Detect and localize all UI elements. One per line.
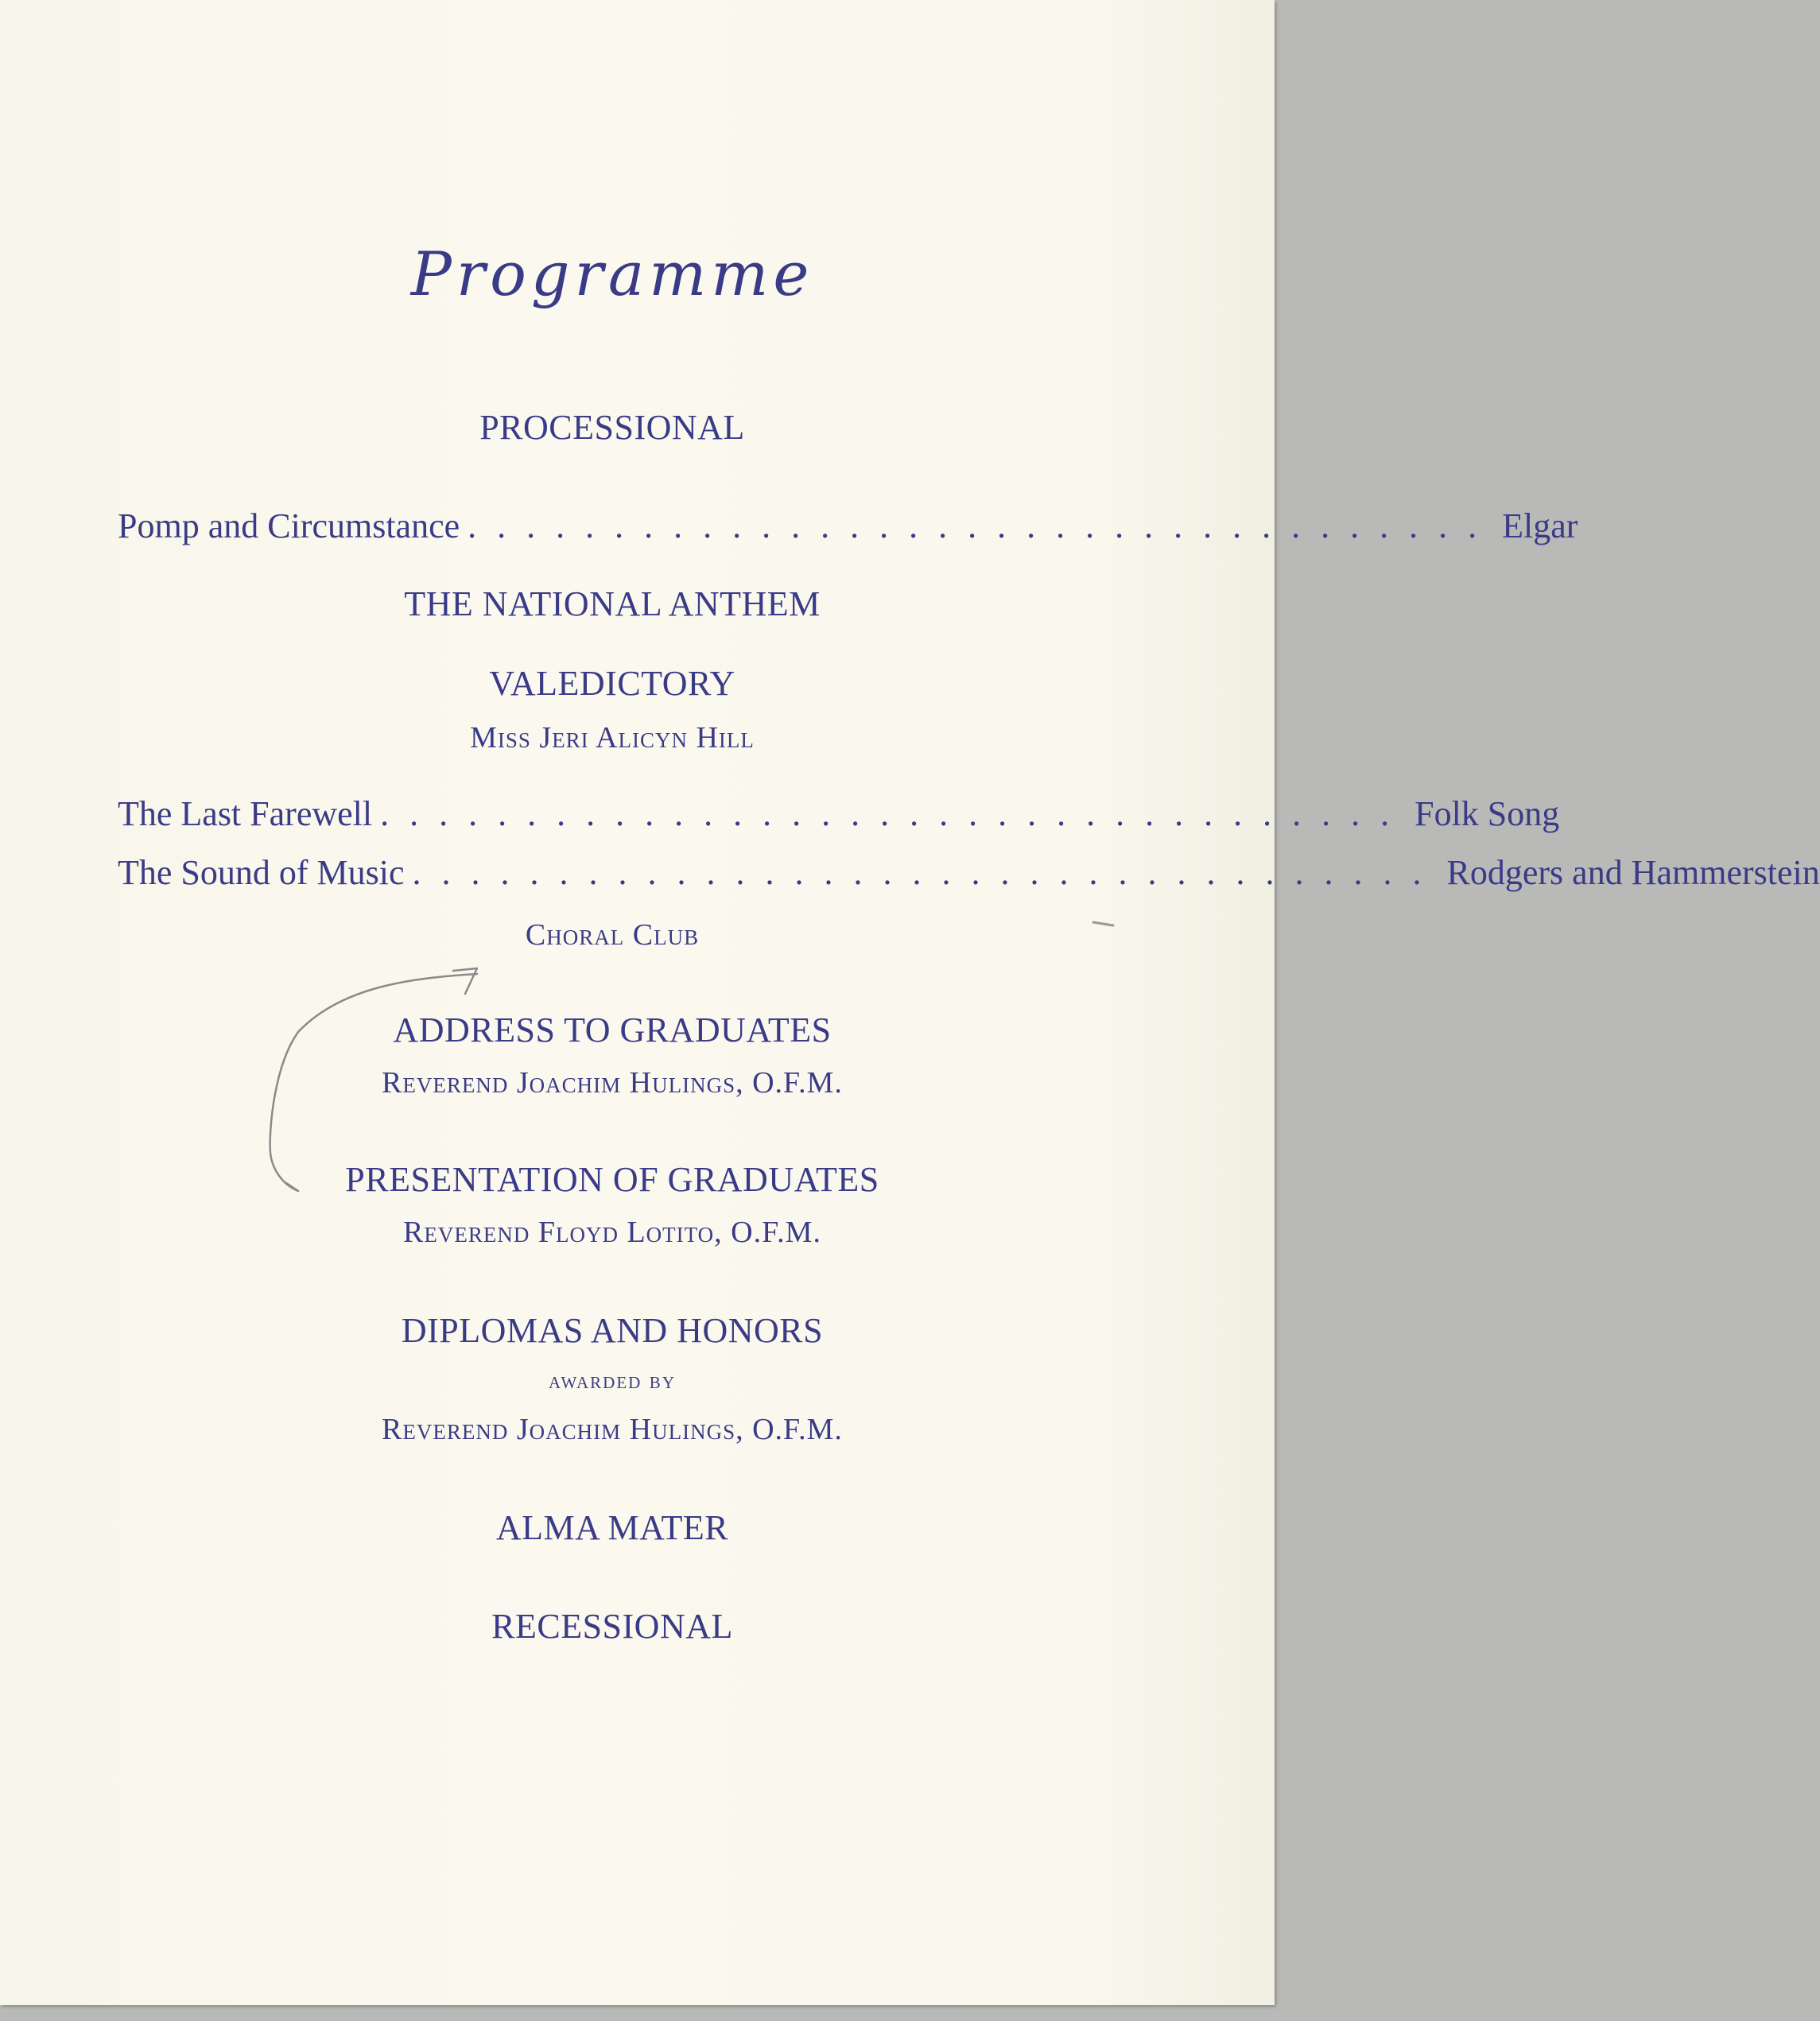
processional-piece: Pomp and Circumstance xyxy=(118,506,460,545)
diplomas-speaker: Reverend Joachim Hulings, O.F.M. xyxy=(382,1413,843,1446)
recessional-heading: RECESSIONAL xyxy=(491,1607,733,1646)
presentation-speaker: Reverend Floyd Lotito, O.F.M. xyxy=(403,1216,821,1249)
processional-heading: PROCESSIONAL xyxy=(479,408,745,447)
dot-leader: ................................... xyxy=(412,853,1442,892)
choral-composer-2: Rodgers and Hammerstein xyxy=(1446,853,1820,892)
national-anthem-heading: THE NATIONAL ANTHEM xyxy=(404,584,821,623)
page-title: Programme xyxy=(410,239,814,309)
address-heading: ADDRESS TO GRADUATES xyxy=(393,1010,832,1049)
presentation-heading: PRESENTATION OF GRADUATES xyxy=(345,1160,879,1199)
address-speaker: Reverend Joachim Hulings, O.F.M. xyxy=(382,1066,843,1100)
alma-mater-heading: ALMA MATER xyxy=(495,1508,729,1547)
choral-composer-1: Folk Song xyxy=(1414,794,1560,833)
choral-piece-2: The Sound of Music xyxy=(118,853,405,892)
dot-leader: ................................... xyxy=(468,506,1498,545)
processional-composer: Elgar xyxy=(1502,506,1578,545)
choral-performer: Choral Club xyxy=(525,918,700,952)
dot-leader: ................................... xyxy=(380,794,1411,833)
valedictory-speaker: Miss Jeri Alicyn Hill xyxy=(470,721,755,754)
choral-piece-1: The Last Farewell xyxy=(118,794,373,833)
awarded-by-label: awarded by xyxy=(549,1367,676,1394)
valedictory-heading: VALEDICTORY xyxy=(489,664,735,703)
diplomas-heading: DIPLOMAS AND HONORS xyxy=(401,1311,824,1350)
